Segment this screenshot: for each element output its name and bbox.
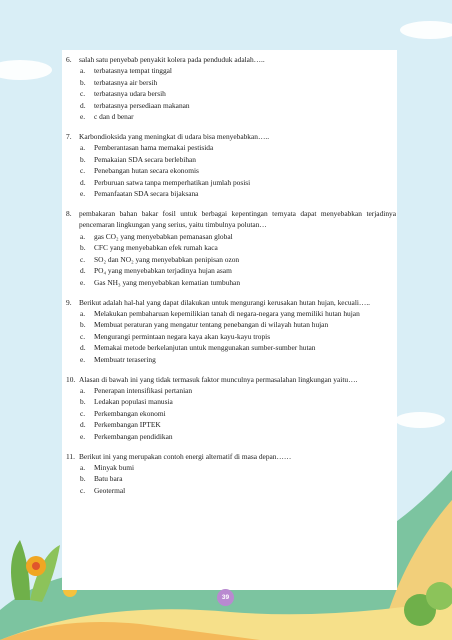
question-number: 6. bbox=[66, 55, 72, 64]
option-c: c. Perkembangan ekonomi bbox=[80, 408, 166, 418]
question-number: 9. bbox=[66, 297, 72, 307]
option-c: c. Geotermal bbox=[80, 485, 126, 495]
question-text: salah satu penyebab penyakit kolera pada penduduk adalah….. bbox=[79, 55, 265, 64]
option-e: e. Pemanfaatan SDA secara bijaksana bbox=[80, 189, 199, 199]
question-number: 10. bbox=[66, 374, 76, 384]
option-e: e. Perkembangan pendidikan bbox=[80, 431, 173, 441]
question-text: Berikut adalah hal-hal yang dapat dilakukan untuk mengurangi kerusakan hutan hujan, kecuali….. bbox=[79, 297, 371, 307]
option-d: d. Memakai metode berkelanjutan untuk menggunakan sumber-sumber hutan bbox=[80, 343, 316, 353]
option-d: d. terbatasnya persediaan makanan bbox=[80, 100, 190, 110]
question-11 bbox=[66, 451, 396, 497]
option-c: c. SO₂ dan NO₂ yang menyebabkan penipisan ozon bbox=[80, 254, 240, 264]
question-9 bbox=[66, 297, 396, 365]
option-e: e. Membuatr terasering bbox=[80, 354, 156, 364]
question-number: 11. bbox=[66, 451, 75, 461]
question-list bbox=[66, 54, 396, 505]
option-e: e. Gas NH₃ yang menyebabkan kematian tumbuhan bbox=[80, 277, 241, 287]
option-b: b. Pemakaian SDA secara berlebihan bbox=[80, 154, 196, 164]
option-a: a. Penerapan intensifikasi pertanian bbox=[80, 385, 193, 395]
option-c: c. Penebangan hutan secara ekonomis bbox=[80, 166, 199, 176]
question-number: 8. bbox=[66, 209, 72, 219]
question-text: Berikut ini yang merupakan contoh energi alternatif di masa depan…… bbox=[79, 451, 292, 461]
question-8 bbox=[66, 208, 396, 288]
question-text: Karbondioksida yang meningkat di udara bisa menyebabkan….. bbox=[79, 132, 270, 142]
question-10 bbox=[66, 374, 396, 442]
option-a: a. gas CO₂ yang menyebabkan pemanasan global bbox=[80, 231, 233, 241]
page-number-badge: 39 bbox=[217, 589, 234, 606]
question-number: 7. bbox=[66, 132, 72, 142]
option-d: d. Perburuan satwa tanpa memperhatikan jumlah posisi bbox=[80, 177, 251, 187]
option-e: e. c dan d benar bbox=[80, 112, 134, 122]
option-a: a. Minyak bumi bbox=[80, 462, 135, 472]
option-b: b. Membuat peraturan yang mengatur tentang penebangan di wilayah hutan hujan bbox=[80, 320, 329, 330]
question-text: pembakaran bahan bakar fosil untuk berbagai kepentingan ternyata dapat menyebabkan terjadinya pencemaran lingkungan yang serius, yaitu timbulnya polutan… bbox=[79, 209, 396, 230]
question-7 bbox=[66, 131, 396, 199]
option-b: b. Batu bara bbox=[80, 474, 123, 484]
option-c: c. terbatasnya udara bersih bbox=[80, 89, 166, 99]
option-d: d. PO₄ yang menyebabkan terjadinya hujan asam bbox=[80, 266, 232, 276]
option-a: a. Pemberantasan hama memakai pestisida bbox=[80, 143, 214, 153]
option-b: b. Ledakan populasi manusia bbox=[80, 397, 173, 407]
option-a: a. Melakukan pembaharuan kepemilikian tanah di negara-negara yang memiliki hutan hujan bbox=[80, 308, 360, 318]
option-c: c. Mengurangi permintaan negara kaya akan kayu-kayu tropis bbox=[80, 331, 271, 341]
question-text: Alasan di bawah ini yang tidak termasuk faktor munculnya permasalahan lingkungan yaitu…. bbox=[79, 374, 358, 384]
question-6 bbox=[66, 54, 396, 122]
option-d: d. Perkembangan IPTEK bbox=[80, 420, 161, 430]
option-a: a. terbatasnya tempat tinggal bbox=[80, 66, 172, 76]
option-b: b. CFC yang menyebabkan efek rumah kaca bbox=[80, 243, 218, 253]
option-b: b. terbatasnya air bersih bbox=[80, 77, 158, 87]
